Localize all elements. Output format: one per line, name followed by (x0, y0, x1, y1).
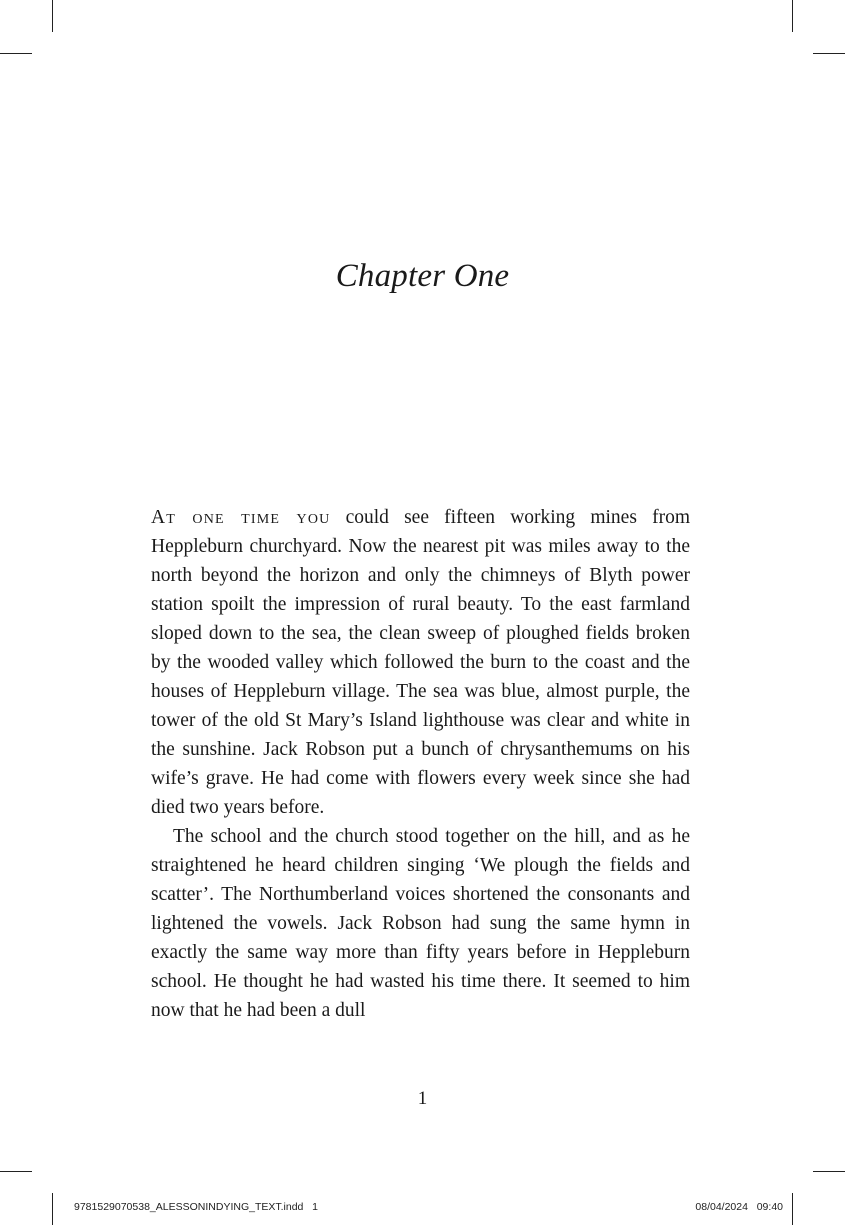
slug-date: 08/04/2024 (695, 1201, 748, 1213)
slug-time: 09:40 (756, 1201, 783, 1213)
chapter-title: Chapter One (335, 258, 510, 294)
crop-mark-top-right (792, 0, 793, 32)
paragraph-1-lead: At one time you (151, 507, 331, 528)
crop-mark-top-left (52, 0, 53, 32)
crop-mark-bottom-left-h (0, 1171, 32, 1172)
paragraph-2: The school and the church stood together on the hill, and as he straightened he heard children singing ‘We plough the fields and scatter’. The Northumberland voices shortened the consonants and lightened the vowels. Jack Robson had sung the same hymn in exactly the same way more than fifty years before in Heppleburn school. He thought he had wasted his time there. It seemed to him now that he had been a dull (151, 826, 690, 1021)
paragraph-1-text: could see fifteen working mines from Heppleburn churchyard. Now the nearest pit was miles away to the north beyond the horizon and only the chimneys of Blyth power station spoilt the impression of rural beauty. To the east farmland sloped down to the sea, the clean sweep of ploughed fields broken by the wooded valley which followed the burn to the coast and the houses of Heppleburn village. The sea was blue, almost purple, the tower of the old St Mary’s Island lighthouse was clear and white in the sunshine. Jack Robson put a bunch of chrysanthemums on his wife’s grave. He had come with flowers every week since she had died two years before. (151, 507, 690, 818)
crop-mark-bottom-right-h (813, 1171, 845, 1172)
paragraph-1 (151, 503, 690, 822)
crop-mark-bottom-right (792, 1193, 793, 1225)
crop-mark-bottom-left (52, 1193, 53, 1225)
crop-mark-top-left-h (0, 53, 32, 54)
slug-timestamp (695, 1201, 783, 1213)
crop-mark-top-right-h (813, 53, 845, 54)
body-text (151, 503, 690, 1025)
page-number: 1 (417, 1088, 428, 1109)
slug-file-info: 9781529070538_ALESSONINDYING_TEXT.indd 1 (74, 1201, 318, 1213)
